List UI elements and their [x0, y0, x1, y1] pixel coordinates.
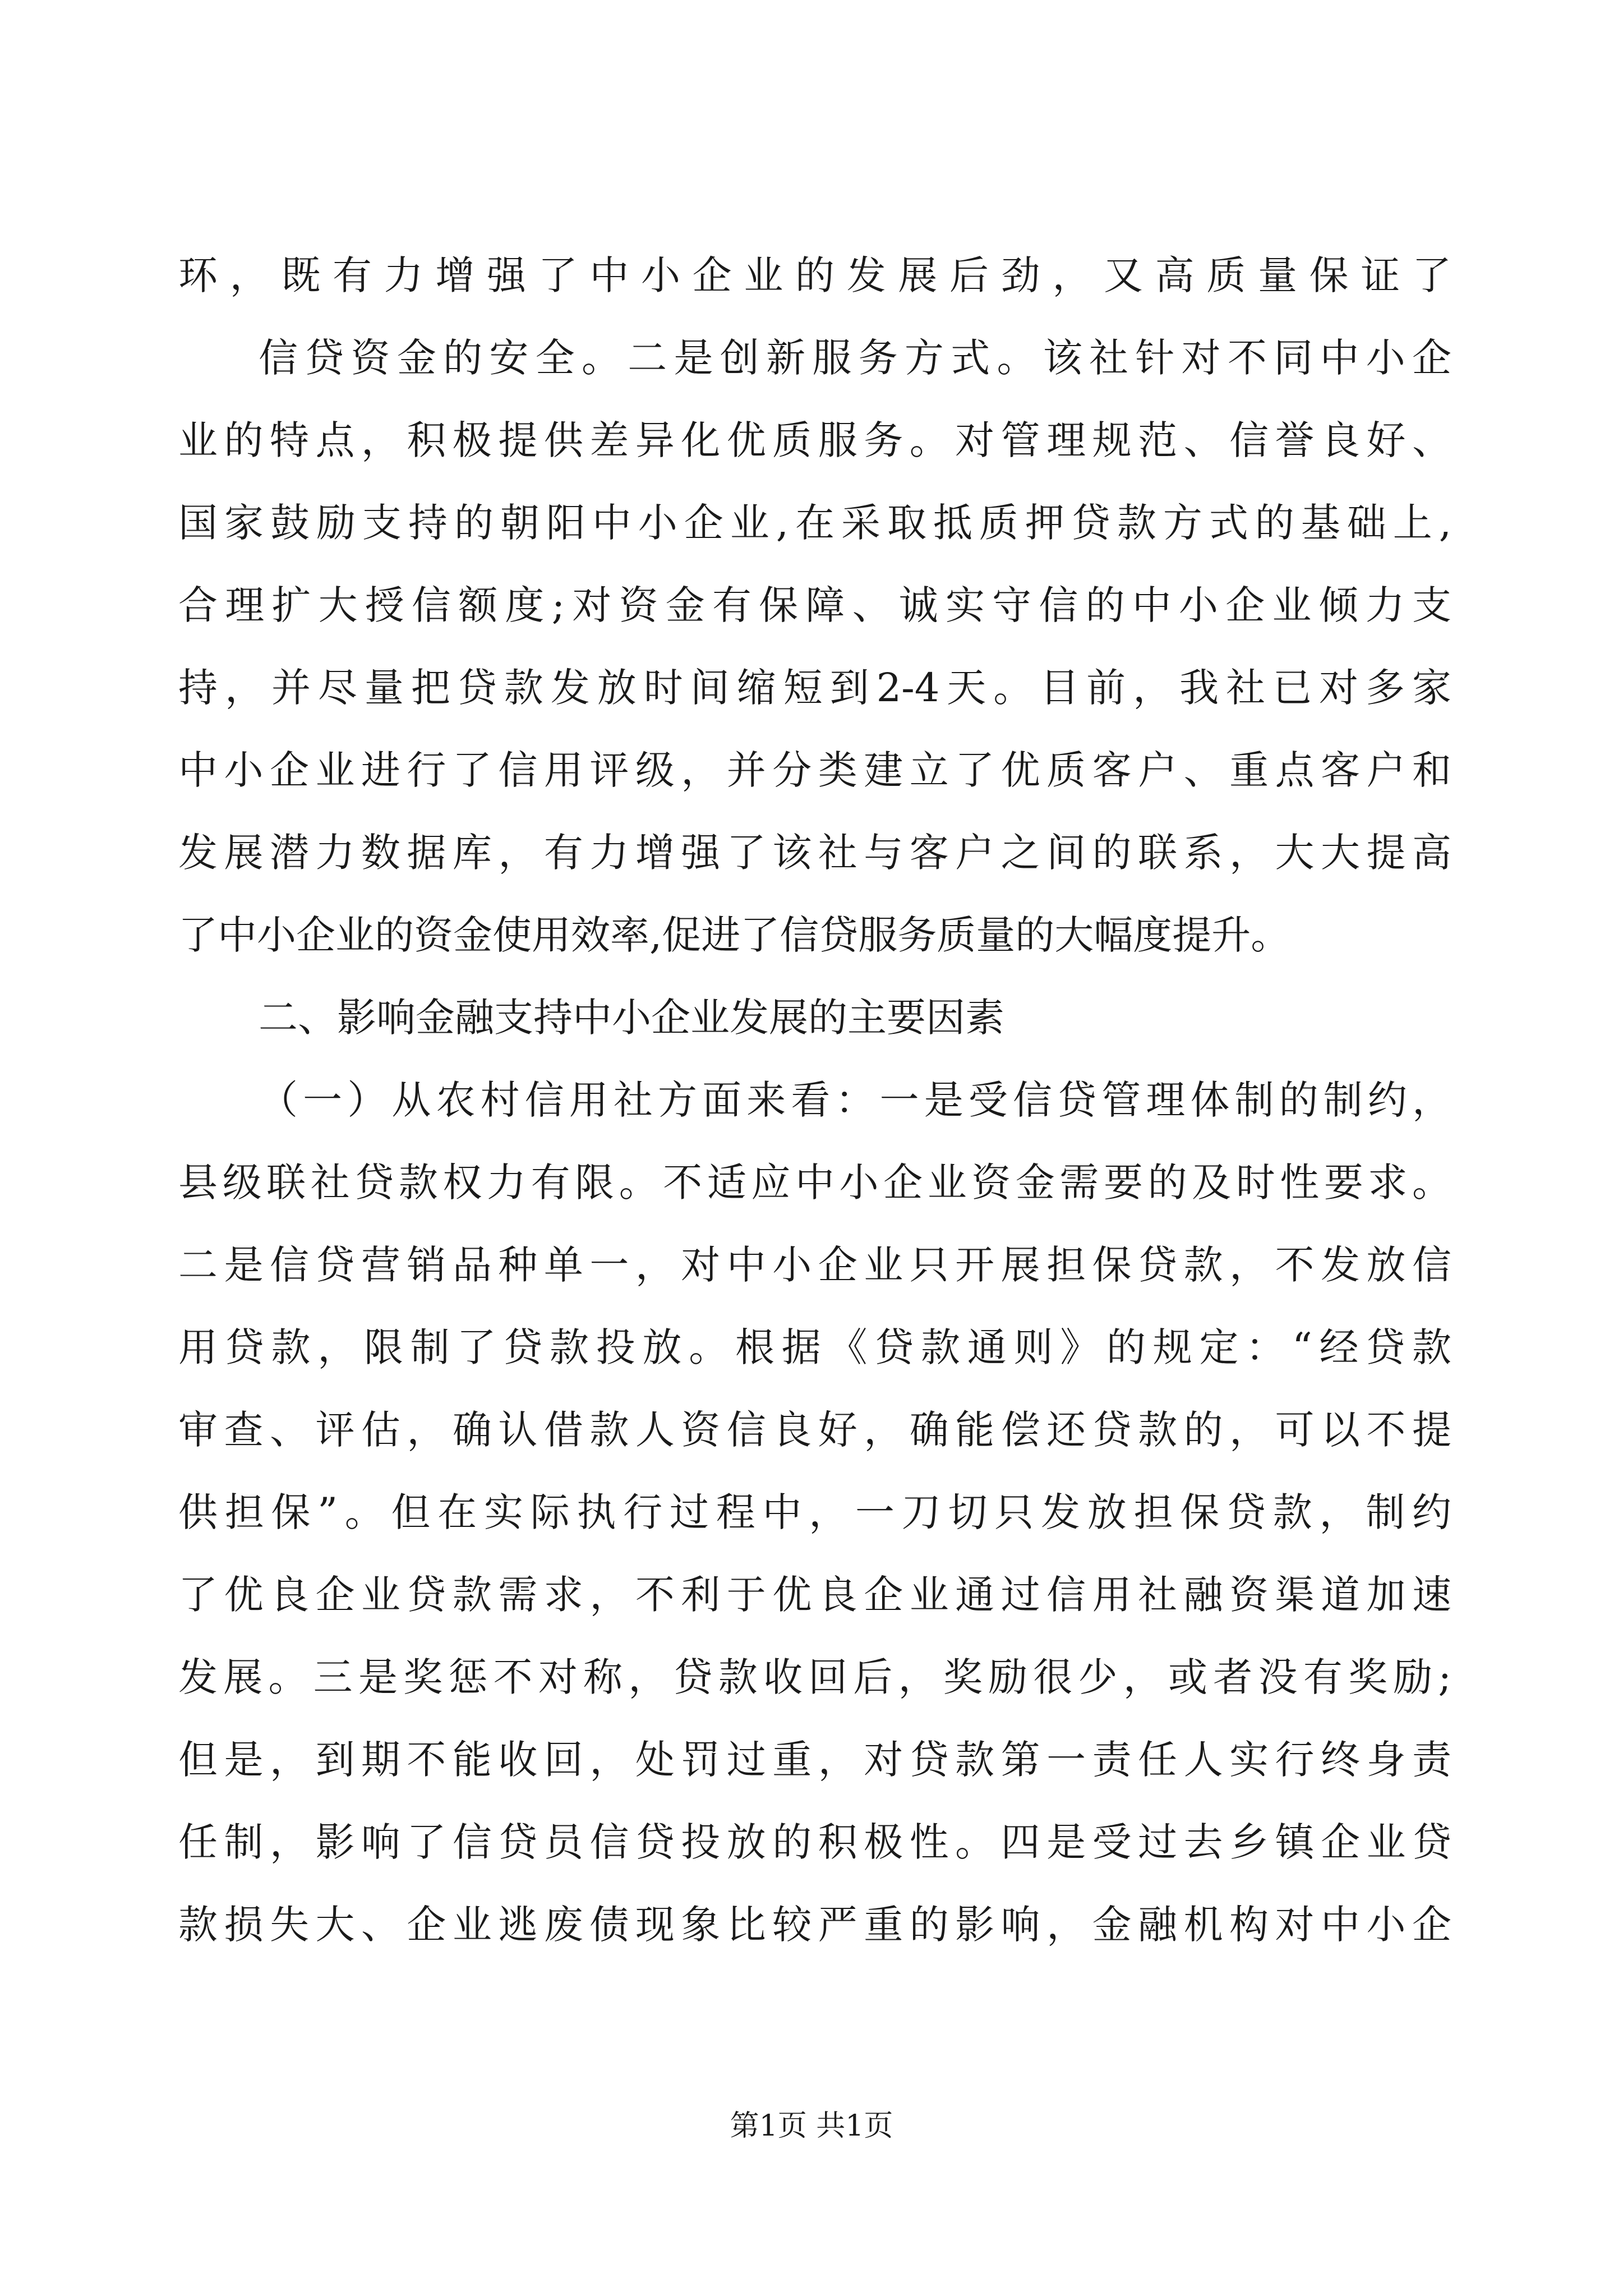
text-line: 发展潜力数据库，有力增强了该社与客户之间的联系，大大提高 — [178, 830, 1451, 876]
section-heading: 二、影响金融支持中小企业发展的主要因素 — [259, 995, 1004, 1041]
document-body — [178, 234, 1451, 1966]
text-line: （一）从农村信用社方面来看：一是受信贷管理体制的制约， — [259, 1077, 1451, 1123]
text-line: 发展。三是奖惩不对称，贷款收回后，奖励很少，或者没有奖励; — [178, 1654, 1451, 1700]
text-line: 但是，到期不能收回，处罚过重，对贷款第一责任人实行终身责 — [178, 1737, 1451, 1783]
text-line: 供担保”。但在实际执行过程中，一刀切只发放担保贷款，制约 — [178, 1489, 1451, 1535]
text-line: 县级联社贷款权力有限。不适应中小企业资金需要的及时性要求。 — [178, 1159, 1451, 1205]
text-line: 二是信贷营销品种单一，对中小企业只开展担保贷款，不发放信 — [178, 1242, 1451, 1288]
text-line: 用贷款，限制了贷款投放。根据《贷款通则》的规定：“经贷款 — [178, 1324, 1451, 1370]
text-line: 了优良企业贷款需求，不利于优良企业通过信用社融资渠道加速 — [178, 1572, 1451, 1618]
text-line: 合理扩大授信额度;对资金有保障、诚实守信的中小企业倾力支 — [178, 582, 1451, 628]
text-line: 款损失大、企业逃废债现象比较严重的影响，金融机构对中小企 — [178, 1902, 1451, 1948]
text-line: 持，并尽量把贷款发放时间缩短到2-4天。目前，我社已对多家 — [178, 665, 1451, 711]
text-line: 了中小企业的资金使用效率,促进了信贷服务质量的大幅度提升。 — [178, 912, 1290, 958]
text-line: 任制，影响了信贷员信贷投放的积极性。四是受过去乡镇企业贷 — [178, 1819, 1451, 1865]
text-line: 中小企业进行了信用评级，并分类建立了优质客户、重点客户和 — [178, 747, 1451, 793]
text-line: 环，既有力增强了中小企业的发展后劲，又高质量保证了 — [178, 252, 1451, 298]
text-line: 审查、评估，确认借款人资信良好，确能偿还贷款的，可以不提 — [178, 1407, 1451, 1453]
text-line: 国家鼓励支持的朝阳中小企业,在采取抵质押贷款方式的基础上, — [178, 500, 1451, 546]
page-number-label: 第1页 共1页 — [730, 2109, 893, 2143]
text-line: 业的特点，积极提供差异化优质服务。对管理规范、信誉良好、 — [178, 417, 1451, 463]
text-line: 信贷资金的安全。二是创新服务方式。该社针对不同中小企 — [259, 335, 1451, 381]
page-footer — [0, 2106, 1623, 2146]
